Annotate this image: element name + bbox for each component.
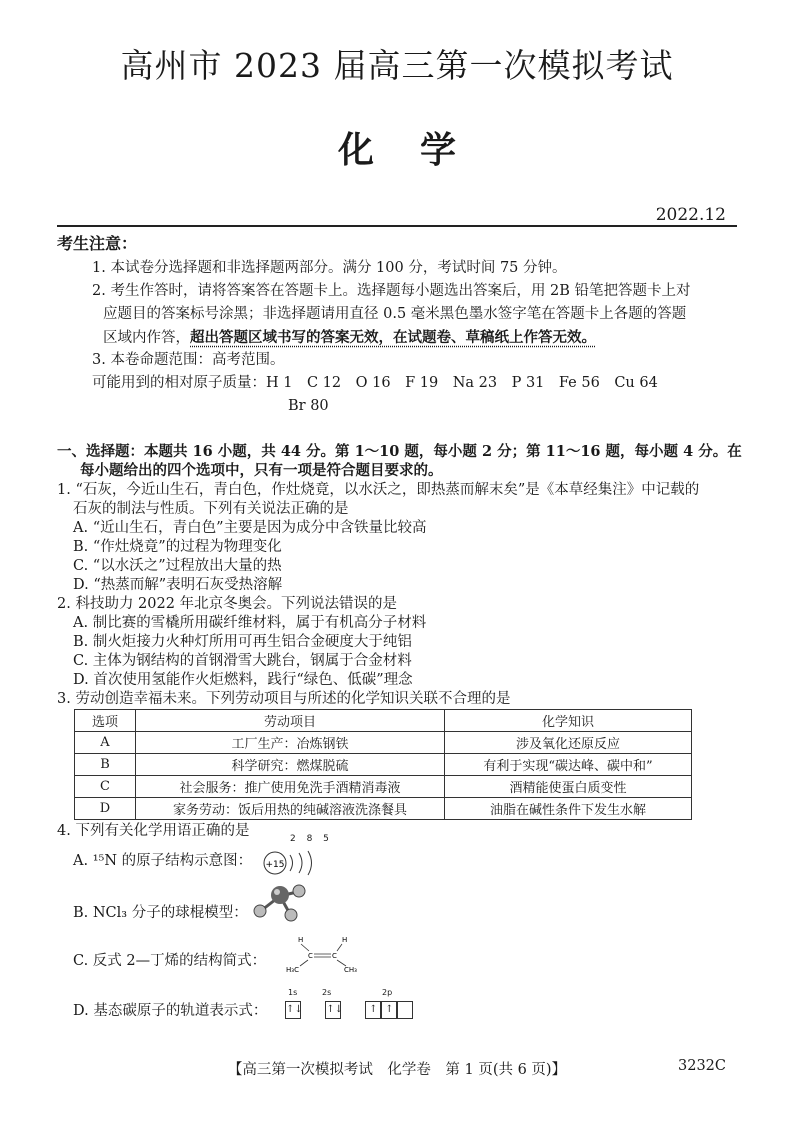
nitrogen-atom: [271, 886, 289, 904]
orbital-1s-box: ↑↓: [285, 1001, 301, 1019]
notice-item-2-line-2: 应题目的答案标号涂黑；非选择题请用直径 0.5 毫米黑色墨水签字笔在答题卡上各题的答题: [103, 306, 687, 322]
electron-shell-1: [290, 855, 293, 871]
notice-heading: 考生注意：: [57, 234, 138, 253]
q4-option-a: A. ¹⁵N 的原子结构示意图：: [73, 853, 253, 869]
q2-option-c: C. 主体为钢结构的首钢滑雪大跳台，钢属于合金材料: [73, 653, 412, 669]
q2-option-b: B. 制火炬接力火种灯所用可再生铝合金硬度大于纯铝: [73, 634, 412, 650]
table-cell: D: [75, 798, 136, 820]
orbital-label-2s: 2s: [322, 988, 332, 997]
atom-h-top-left: H: [298, 936, 304, 944]
table-cell: 工厂生产：冶炼钢铁: [136, 732, 445, 754]
notice-item-1: 1. 本试卷分选择题和非选择题两部分。满分 100 分，考试时间 75 分钟。: [92, 260, 567, 276]
table-cell: 酒精能使蛋白质变性: [445, 776, 692, 798]
q1-stem-line-1: 1. “石灰，今近山生石，青白色，作灶烧竟，以水沃之，即热蒸而解末矣”是《本草经集注》中记载的: [57, 482, 700, 498]
atom-h-top-right: H: [342, 936, 348, 944]
orbital-2p-box: ↑: [381, 1001, 397, 1019]
page-footer: 【高三第一次模拟考试 化学卷 第 1 页(共 6 页)】: [227, 1062, 567, 1078]
q4-stem: 4. 下列有关化学用语正确的是: [57, 823, 250, 839]
notice-item-3: 3. 本卷命题范围：高考范围。: [92, 352, 285, 368]
paper-code: 3232C: [678, 1058, 726, 1074]
table-header-cell: 劳动项目: [136, 710, 445, 732]
bond: [300, 960, 308, 966]
exam-title: 高州市 2023 届高三第一次模拟考试: [120, 46, 674, 85]
q2-option-a: A. 制比赛的雪橇所用碳纤维材料，属于有机高分子材料: [73, 615, 427, 631]
notice-item-2-line-3-start: 区域内作答，: [103, 330, 190, 346]
chlorine-atom: [293, 885, 305, 897]
table-cell: A: [75, 732, 136, 754]
q1-option-b: B. “作灶烧竟”的过程为物理变化: [73, 539, 282, 555]
trans-2-butene-structure: [284, 932, 374, 976]
section-heading-line-1: 一、选择题：本题共 16 小题，共 44 分。第 1～10 题，每小题 2 分；第 11～16 题，每小题 4 分。在: [57, 443, 742, 460]
exam-date: 2022.12: [655, 205, 726, 225]
table-cell: 社会服务：推广使用免洗手酒精消毒液: [136, 776, 445, 798]
q1-stem-line-2: 石灰的制法与性质。下列有关说法正确的是: [73, 501, 349, 517]
q3-stem: 3. 劳动创造幸福未来。下列劳动项目与所述的化学知识关联不合理的是: [57, 691, 511, 707]
table-cell: B: [75, 754, 136, 776]
table-row: [75, 798, 692, 820]
notice-item-2-line-1: 2. 考生作答时，请将答案答在答题卡上。选择题每小题选出答案后，用 2B 铅笔把答题卡上对: [92, 283, 691, 299]
electron-counts: 2 8 5: [290, 834, 333, 844]
q3-table: [74, 709, 692, 820]
q1-option-c: C. “以水沃之”过程放出大量的热: [73, 558, 282, 574]
orbital-diagram: [285, 999, 413, 1019]
q4-option-c: C. 反式 2—丁烯的结构简式：: [73, 953, 267, 969]
table-row: [75, 732, 692, 754]
table-cell: C: [75, 776, 136, 798]
q4-option-b: B. NCl₃ 分子的球棍模型：: [73, 905, 248, 921]
table-row: [75, 776, 692, 798]
notice-item-2-line-3: [103, 326, 596, 350]
notice-emphasis: 超出答题区域书写的答案无效，在试题卷、草稿纸上作答无效。: [190, 329, 596, 346]
table-cell: 油脂在碱性条件下发生水解: [445, 798, 692, 820]
table-cell: 科学研究：燃煤脱硫: [136, 754, 445, 776]
subject-title: 化学: [337, 129, 502, 171]
orbital-label-1s: 1s: [288, 988, 298, 997]
q1-option-a: A. “近山生石，青白色”主要是因为成分中含铁量比较高: [73, 520, 427, 536]
bond: [337, 960, 346, 966]
table-cell: 家务劳动：饭后用热的纯碱溶液洗涤餐具: [136, 798, 445, 820]
table-cell: 涉及氧化还原反应: [445, 732, 692, 754]
q2-stem: 2. 科技助力 2022 年北京冬奥会。下列说法错误的是: [57, 596, 398, 612]
chlorine-atom: [285, 909, 297, 921]
ball-stick-model: [250, 882, 310, 922]
header-rule: [57, 225, 737, 227]
table-row: [75, 754, 692, 776]
orbital-2s-box: ↑↓: [325, 1001, 341, 1019]
orbital-2p-box: ↑: [365, 1001, 381, 1019]
table-cell: 有利于实现“碳达峰、碳中和”: [445, 754, 692, 776]
q4-option-d: D. 基态碳原子的轨道表示式：: [73, 1003, 268, 1019]
atomic-masses-line-2: Br 80: [288, 398, 329, 414]
chlorine-atom: [254, 905, 266, 917]
bond: [301, 944, 309, 951]
atom-structure-diagram: [262, 848, 322, 878]
table-header-cell: 选项: [75, 710, 136, 732]
table-header-cell: 化学知识: [445, 710, 692, 732]
atom-c-right: C: [332, 952, 337, 960]
methyl-right: CH₃: [344, 966, 357, 974]
methyl-left: H₃C: [286, 966, 299, 974]
nucleus-charge: +15: [265, 860, 285, 870]
table-header-row: [75, 710, 692, 732]
bond: [337, 944, 342, 951]
atomic-masses-line-1: 可能用到的相对原子质量：H 1 C 12 O 16 F 19 Na 23 P 31 Fe 56 Cu 64: [92, 375, 658, 391]
q2-option-d: D. 首次使用氢能作火炬燃料，践行“绿色、低碳”理念: [73, 672, 413, 688]
orbital-label-2p: 2p: [382, 988, 393, 997]
electron-shell-3: [308, 851, 312, 875]
q1-option-d: D. “热蒸而解”表明石灰受热溶解: [73, 577, 283, 593]
highlight: [274, 889, 280, 895]
electron-shell-2: [299, 853, 302, 873]
section-heading-line-2: 每小题给出的四个选项中，只有一项是符合题目要求的。: [80, 462, 443, 479]
atom-c-left: C: [308, 952, 313, 960]
orbital-2p-box: [397, 1001, 413, 1019]
